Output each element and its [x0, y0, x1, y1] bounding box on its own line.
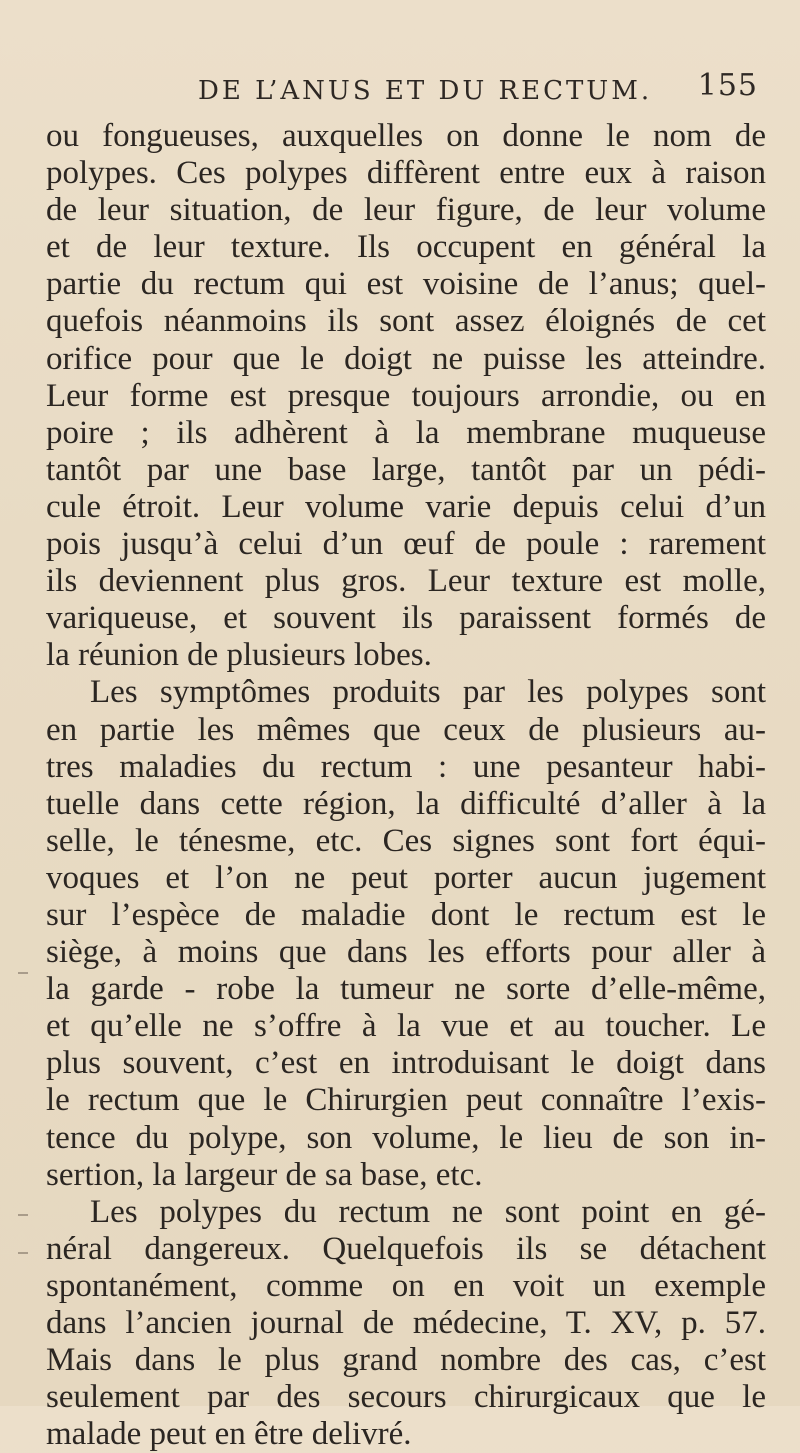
text-line: orifice pour que le doigt ne puisse les atteindre. — [46, 340, 766, 377]
text-line: polypes. Ces polypes diffèrent entre eux à raison — [46, 155, 766, 192]
text-line: tantôt par une base large, tantôt par un pédi- — [46, 451, 766, 488]
text-line: de leur situation, de leur figure, de leur volume — [46, 192, 766, 229]
text-line: sertion, la largeur de sa base, etc. — [46, 1156, 483, 1193]
text-line: la réunion de plusieurs lobes. — [46, 637, 432, 674]
text-line: et de leur texture. Ils occupent en général la — [46, 229, 766, 266]
text-line: néral dangereux. Quelquefois ils se détachent — [46, 1230, 766, 1267]
body-text — [46, 118, 766, 1453]
text-line: dans l’ancien journal de médecine, T. XV, p. 57. — [46, 1305, 766, 1341]
text-line: Leur forme est presque toujours arrondie, ou en — [46, 377, 766, 414]
text-line: en partie les mêmes que ceux de plusieurs au- — [46, 711, 766, 748]
text-line: variqueuse, et souvent ils paraissent formés de — [46, 600, 766, 637]
running-title: DE L’ANUS ET DU RECTUM. — [198, 76, 653, 106]
text-line: sur l’espèce de maladie dont le rectum est le — [46, 896, 766, 933]
margin-mark — [18, 972, 28, 974]
text-line: tuelle dans cette région, la difficulté d’aller à la — [46, 785, 766, 822]
text-line: ils deviennent plus gros. Leur texture est molle, — [46, 563, 766, 600]
text-line: cule étroit. Leur volume varie depuis celui d’un — [46, 488, 766, 525]
text-line: voques et l’on ne peut porter aucun jugement — [46, 859, 766, 896]
text-line: tence du polype, son volume, le lieu de son in- — [46, 1119, 766, 1156]
text-line: partie du rectum qui est voisine de l’anus; quel- — [46, 266, 766, 303]
margin-mark — [18, 1252, 28, 1254]
text-line: pois jusqu’à celui d’un œuf de poule : rarement — [46, 526, 766, 563]
text-line: Mais dans le plus grand nombre des cas, c’est — [46, 1342, 766, 1379]
text-line: tres maladies du rectum : une pesanteur habi- — [46, 748, 766, 785]
text-line: la garde - robe la tumeur ne sorte d’elle-même, — [46, 971, 766, 1008]
text-line: seulement par des secours chirurgicaux que le — [46, 1379, 766, 1416]
text-line: le rectum que le Chirurgien peut connaître l’exis- — [46, 1082, 766, 1119]
text-line: selle, le ténesme, etc. Ces signes sont fort équi- — [46, 822, 766, 859]
text-line: quefois néanmoins ils sont assez éloignés de cet — [46, 303, 766, 340]
text-line: Les polypes du rectum ne sont point en gé- — [90, 1193, 766, 1230]
text-line: siège, à moins que dans les efforts pour aller à — [46, 934, 766, 971]
text-line: poire ; ils adhèrent à la membrane muqueuse — [46, 414, 766, 451]
text-line: plus souvent, c’est en introduisant le doigt dans — [46, 1045, 766, 1082]
text-line: Les symptômes produits par les polypes sont — [90, 674, 766, 711]
text-line: ou fongueuses, auxquelles on donne le nom de — [46, 118, 766, 154]
text-line: spontanément, comme on en voit un exemple — [46, 1267, 766, 1304]
text-line: malade peut en être delivré. — [46, 1416, 412, 1453]
page-number: 155 — [697, 68, 758, 103]
text-line: et qu’elle ne s’offre à la vue et au toucher. Le — [46, 1008, 766, 1045]
running-head — [198, 68, 758, 116]
margin-mark — [18, 1214, 28, 1216]
